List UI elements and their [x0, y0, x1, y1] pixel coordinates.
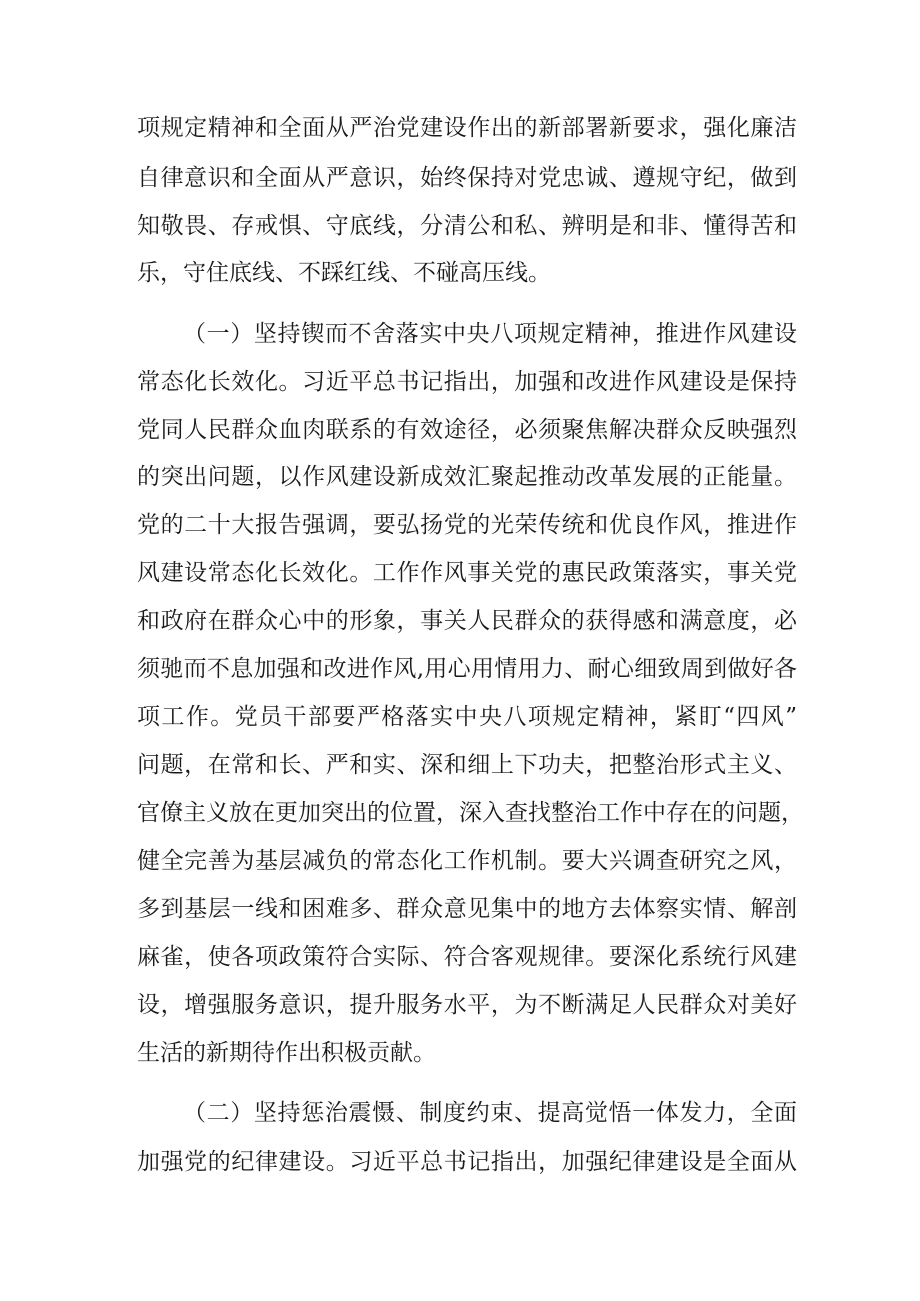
text-line: 项工作。党员干部要严格落实中央八项规定精神，紧盯“四风”	[137, 704, 797, 730]
text-line: 常态化长效化。习近平总书记指出，加强和改进作风建设是保持	[137, 369, 797, 395]
text-line: 项规定精神和全面从严治党建设作出的新部署新要求，强化廉洁	[137, 115, 797, 141]
text-line: 健全完善为基层减负的常态化工作机制。要大兴调查研究之风，	[137, 848, 797, 874]
text-line: 风建设常态化长效化。工作作风事关党的惠民政策落实，事关党	[137, 560, 797, 586]
text-line: 党的二十大报告强调，要弘扬党的光荣传统和优良作风，推进作	[137, 512, 797, 538]
text-line: 设，增强服务意识，提升服务水平，为不断满足人民群众对美好	[137, 992, 797, 1018]
text-line: 党同人民群众血肉联系的有效途径，必须聚焦解决群众反映强烈	[137, 417, 797, 443]
text-line: 的突出问题，以作风建设新成效汇聚起推动改革发展的正能量。	[137, 464, 797, 490]
text-line: 生活的新期待作出积极贡献。	[137, 1040, 436, 1066]
text-line: 知敬畏、存戒惧、守底线，分清公和私、辨明是和非、懂得苦和	[137, 213, 797, 239]
text-line: 麻雀，使各项政策符合实际、符合客观规律。要深化系统行风建	[137, 944, 797, 970]
text-line: 多到基层一线和困难多、群众意见集中的地方去体察实情、解剖	[137, 896, 797, 922]
text-line: 官僚主义放在更加突出的位置，深入查找整治工作中存在的问题，	[137, 800, 804, 826]
text-line: 乐，守住底线、不踩红线、不碰高压线。	[137, 260, 551, 286]
section-heading-line: （二）坚持惩治震慑、制度约束、提高觉悟一体发力，全面	[183, 1100, 797, 1126]
text-line: 须驰而不息加强和改进作风,用心用情用力、耐心细致周到做好各	[137, 656, 797, 682]
text-line: 和政府在群众心中的形象，事关人民群众的获得感和满意度，必	[137, 608, 797, 634]
text-line: 加强党的纪律建设。习近平总书记指出，加强纪律建设是全面从	[137, 1149, 797, 1175]
text-line: 自律意识和全面从严意识，始终保持对党忠诚、遵规守纪，做到	[137, 165, 797, 191]
text-line: 问题，在常和长、严和实、深和细上下功夫，把整治形式主义、	[137, 752, 797, 778]
section-heading-line: （一）坚持锲而不舍落实中央八项规定精神，推进作风建设	[183, 321, 797, 347]
